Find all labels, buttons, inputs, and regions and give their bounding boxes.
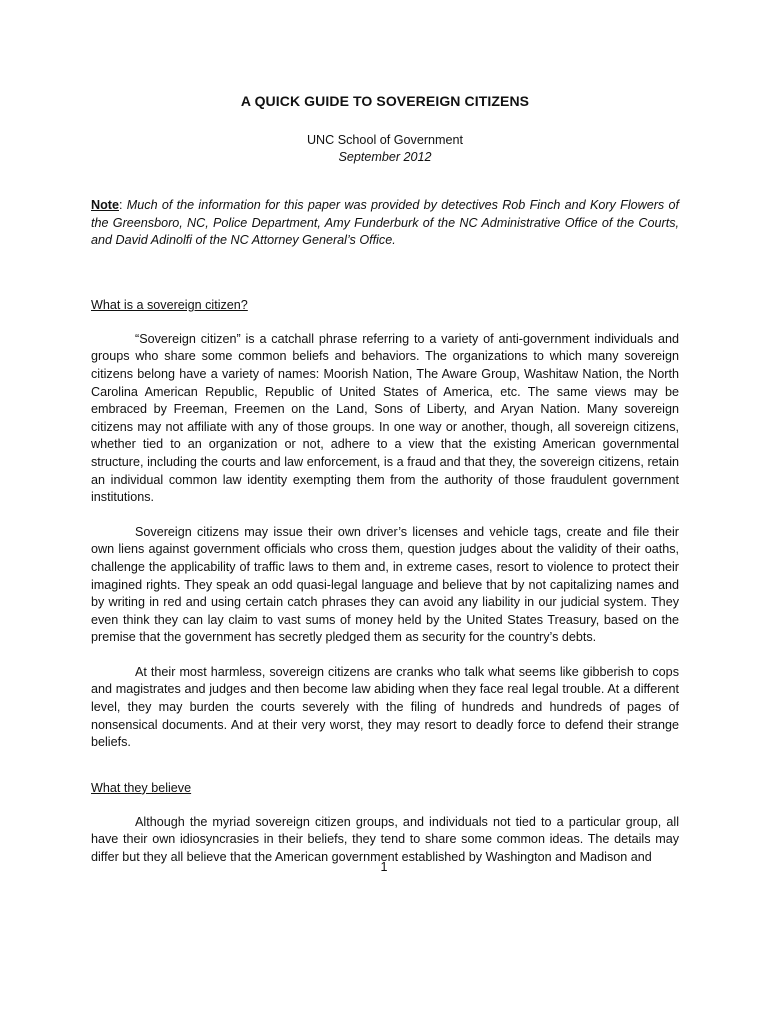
- section-heading: What they believe: [91, 780, 192, 795]
- page-number: 1: [380, 860, 388, 874]
- paragraph: At their most harmless, sovereign citizens are cranks who talk what seems like gibberish to cops and magistrates and judges and then become law abiding when they face real legal trouble. At a different level, they may burden the courts severely with the filing of hundreds and hundreds of pages of nonsensical documents. And at their very worst, they may resort to deadly force to defend their strange beliefs.: [91, 664, 679, 750]
- paragraph: Sovereign citizens may issue their own driver’s licenses and vehicle tags, create and file their own liens against government officials who cross them, question judges about the validity of their oaths, challenge the applicability of traffic laws to them and, in extreme cases, resort to violence to protect their imagined rights. They speak an odd quasi-legal language and believe that by not capitalizing names and by writing in red and using certain catch phrases they can avoid any liability in our judicial system. They even think they can lay claim to vast sums of money held by the United States Treasury, based on the premise that the government has secretly pledged them as security for the country’s debts.: [91, 524, 679, 645]
- document-date: September 2012: [338, 150, 432, 164]
- paragraph: “Sovereign citizen” is a catchall phrase referring to a variety of anti-government individuals and groups who share some common beliefs and behaviors. The organizations to which many sovereign citizens belong have a variety of names: Moorish Nation, The Aware Group, Washitaw Nation, the North Carolina American Republic, Republic of United States of America, etc. The same views may be embraced by Freeman, Freemen on the Land, Sons of Liberty, and Aryan Nation. Many sovereign citizens may not affiliate with any of those groups. In one way or another, though, all sovereign citizens, whether tied to an organization or not, adhere to a view that the existing American governmental structure, including the courts and law enforcement, is a fraud and that they, the sovereign citizens, retain an individual common law identity exempting them from the authority of those fraudulent government institutions.: [91, 331, 679, 505]
- acknowledgement-note: [91, 197, 679, 250]
- note-colon: :: [119, 198, 123, 212]
- document-body: [91, 93, 679, 867]
- paragraph: Although the myriad sovereign citizen groups, and individuals not tied to a particular group, all have their own idiosyncrasies in their beliefs, they tend to share some common ideas. The details may differ but they all believe that the American government established by Washington and Madison and: [91, 814, 679, 865]
- document-title: A QUICK GUIDE TO SOVEREIGN CITIZENS: [240, 93, 530, 109]
- note-text: Much of the information for this paper was provided by detectives Rob Finch and Kory Flowers of the Greensboro, NC, Police Department, Amy Funderburk of the NC Administrative Office of the Courts, and David Adinolfi of the NC Attorney General’s Office.: [91, 198, 679, 248]
- note-label: Note: [91, 198, 119, 212]
- document-organization: UNC School of Government: [306, 133, 464, 147]
- section-heading: What is a sovereign citizen?: [91, 297, 248, 312]
